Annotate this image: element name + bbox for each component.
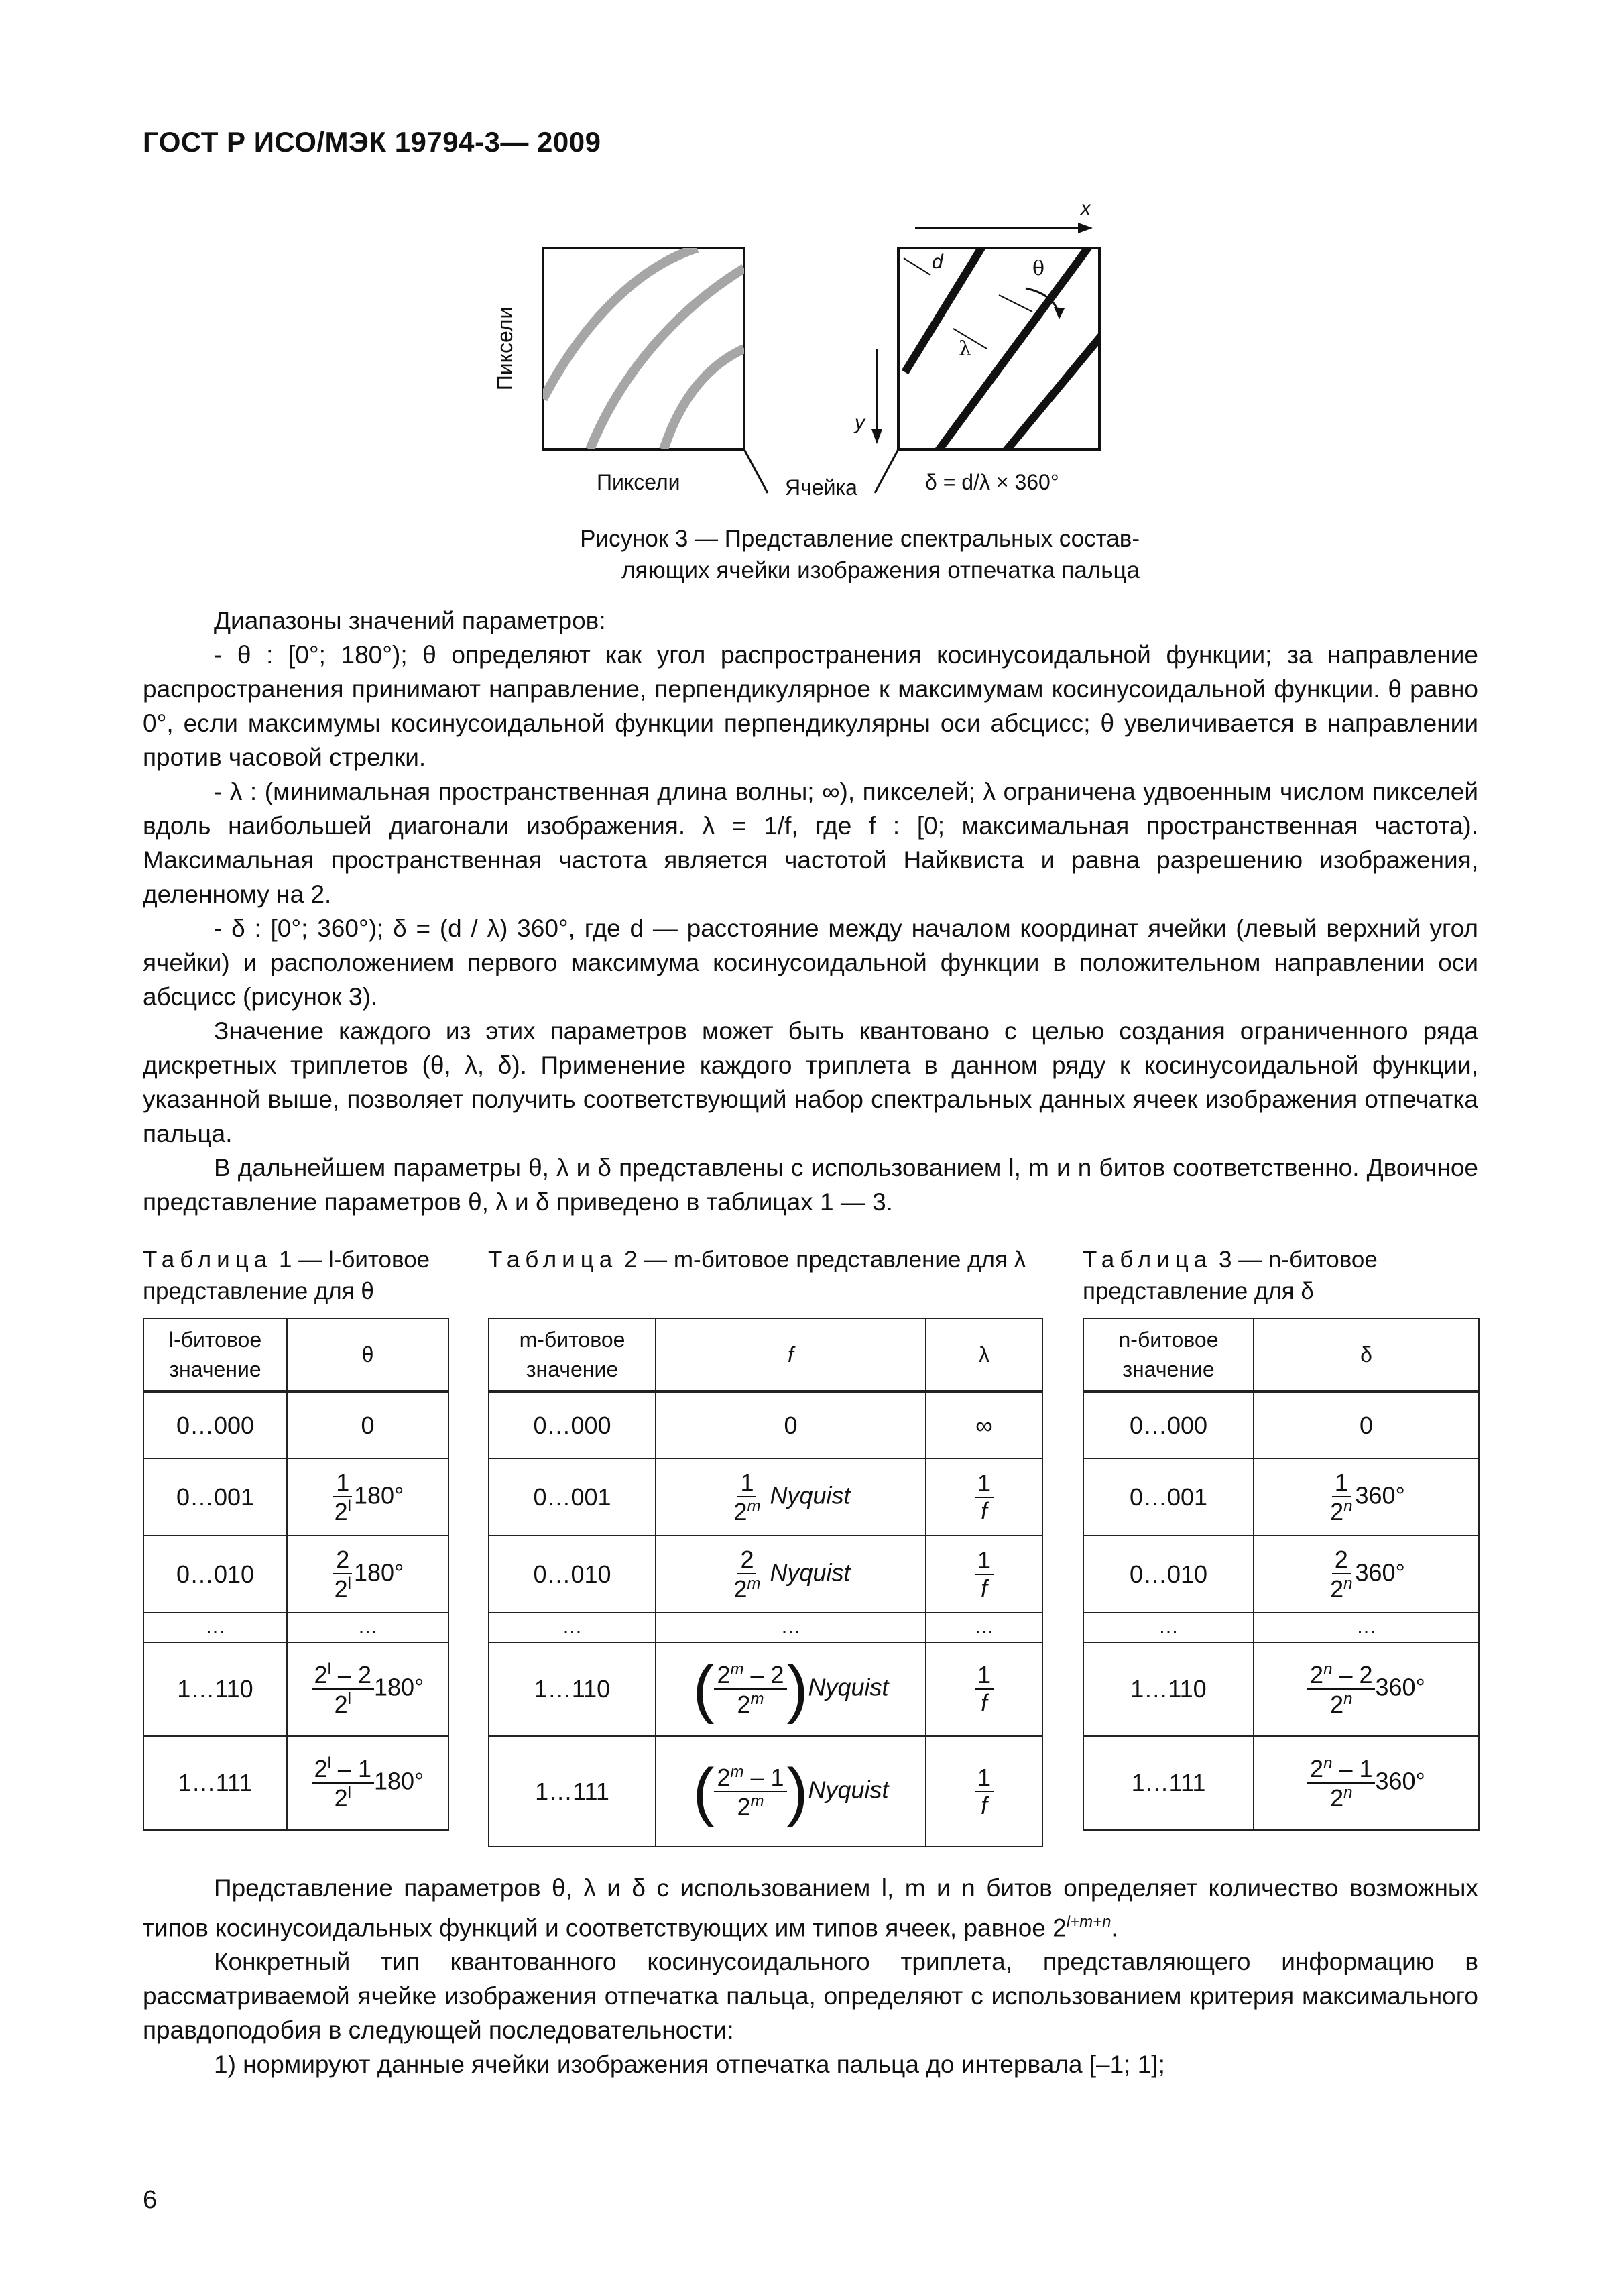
table3-col1-header: n-битовое значение xyxy=(1083,1318,1254,1391)
bracket-right xyxy=(875,449,898,493)
table2-col3-header: λ xyxy=(926,1318,1042,1391)
table-cell-value: $\frac{2^n - 2}{2^n}$ 360° xyxy=(1254,1642,1479,1736)
y-label: y xyxy=(855,412,865,434)
paragraph-ml-criterion: Конкретный тип квантованного косинусоидального триплета, представляющего информацию в рассматриваемой ячейке изображения отпечатка пальца, определяют с использованием критерия максимального правдоподобия в следующей последовательности: xyxy=(143,1948,1478,2045)
table1-col2-header: θ xyxy=(287,1318,448,1391)
table-row-key: … xyxy=(1083,1613,1254,1642)
delta-formula: δ = d/λ × 360° xyxy=(925,470,1059,494)
table-3 xyxy=(1083,1318,1480,1831)
table-row-key: 1…110 xyxy=(143,1642,287,1736)
paragraph-combinations: Представление параметров θ, λ и δ с использованием l, m и n битов определяет количество возможных типов косинусоидальных функций и соответствующих им типов ячеек, равное $2^{l+m+n}$. xyxy=(143,1874,1478,1942)
figure-3-drawing xyxy=(469,194,1160,510)
table-row-key: 0…010 xyxy=(489,1536,656,1613)
figure-caption xyxy=(496,523,1140,586)
table-cell-value: $\frac{2^l - 2}{2^l}$ 180° xyxy=(287,1642,448,1736)
table-cell-value: $\frac{2^n - 1}{2^n}$ 360° xyxy=(1254,1736,1479,1830)
table-row-key: 1…111 xyxy=(143,1736,287,1830)
body-text-upper xyxy=(143,604,1478,1219)
table-row-key: 0…000 xyxy=(489,1391,656,1458)
figure-caption-line-2: ляющих ячейки изображения отпечатка пальца xyxy=(621,557,1140,583)
table-cell-lambda: $\frac{1}{f}$ xyxy=(926,1642,1042,1736)
figure-caption-line-1: Рисунок 3 — Представление спектральных состав- xyxy=(580,526,1140,552)
wave-max-1 xyxy=(905,241,985,372)
table-row-key: 1…111 xyxy=(489,1736,656,1847)
table-cell-f: ( $\frac{2^m - 2}{2^m}$ )Nyquist xyxy=(656,1642,926,1736)
table-cell-value: $\frac{1}{2^l}$ 180° xyxy=(287,1458,448,1536)
page-number: 6 xyxy=(143,2186,158,2214)
table-cell-f: 0 xyxy=(656,1391,926,1458)
axis-label-vertical: Пиксели xyxy=(493,306,517,391)
wave-max-2 xyxy=(932,241,1093,459)
table-2 xyxy=(488,1318,1043,1847)
ridge-curve-3 xyxy=(664,349,744,449)
table-cell-value: $\frac{2}{2^l}$ 180° xyxy=(287,1536,448,1613)
paragraph-delta: - δ : [0°; 360°); δ = (d / λ) 360°, где d — расстояние между началом координат ячейки (левый верхний угол ячейки) и расположением первого максимума косинусоидальной функции в положительном направлении оси абсцисс (рисунок 3). xyxy=(143,915,1478,1011)
table-cell-lambda: $\frac{1}{f}$ xyxy=(926,1458,1042,1536)
table-row-key: 1…111 xyxy=(1083,1736,1254,1830)
paragraph-ranges-intro: Диапазоны значений параметров: xyxy=(214,607,606,634)
table-cell-f: $\frac{2}{2^m}$ Nyquist xyxy=(656,1536,926,1613)
table-row-key: … xyxy=(143,1613,287,1642)
body-text-lower xyxy=(143,1871,1478,2081)
table-cell-value: 0 xyxy=(1254,1391,1479,1458)
table-cell-f: $\frac{1}{2^m}$ Nyquist xyxy=(656,1458,926,1536)
table1-col1-header: l-битовое значение xyxy=(143,1318,287,1391)
table-row-key: … xyxy=(489,1613,656,1642)
figure-3 xyxy=(469,194,1160,510)
paragraph-theta: - θ : [0°; 180°); θ определяют как угол распространения косинусоидальной функции; за направление распространения принимают направление, перпендикулярное к максимумам косинусоидальной функции. θ равно 0°, если максимумы косинусоидальной функции перпендикулярны оси абсцисс; θ увеличивается в направлении против часовой стрелки. xyxy=(143,641,1478,771)
table-1 xyxy=(143,1318,449,1831)
paragraph-step-1: 1) нормируют данные ячейки изображения отпечатка пальца до интервала [–1; 1]; xyxy=(214,2051,1165,2079)
table-cell-value: $\frac{2}{2^n}$ 360° xyxy=(1254,1536,1479,1613)
paragraph-quantization: Значение каждого из этих параметров может быть квантовано с целью создания ограниченного ряда дискретных триплетов (θ, λ, δ). Применение каждого триплета в данном ряду к косинусоидальной функции, указанной выше, позволяет получить соответствующий набор спектральных данных ячеек изображения отпечатка пальца. xyxy=(143,1017,1478,1147)
document-header: ГОСТ Р ИСО/МЭК 19794-3— 2009 xyxy=(143,126,601,158)
table-row-key: 0…010 xyxy=(1083,1536,1254,1613)
table1-caption: Таблица 1 — l-битовое представление для θ xyxy=(143,1247,430,1304)
theta-ray xyxy=(999,295,1032,312)
table-cell-lambda: … xyxy=(926,1613,1042,1642)
theta-arrowhead xyxy=(1054,307,1065,319)
table-cell-value: $\frac{2^l - 1}{2^l}$ 180° xyxy=(287,1736,448,1830)
table-row-key: 0…000 xyxy=(143,1391,287,1458)
paragraph-lambda: - λ : (минимальная пространственная длина волны; ∞), пикселей; λ ограничена удвоенным числом пикселей вдоль наибольшей диагонали изображения. λ = 1/f, где f : [0; максимальная пространственная частота). Максимальная пространственная частота является частотой Найквиста и равна разрешению изображения, деленному на 2. xyxy=(143,778,1478,908)
table-row-key: 0…001 xyxy=(143,1458,287,1536)
theta-label: θ xyxy=(1032,257,1045,280)
table3-caption: Таблица 3 — n-битовое представление для δ xyxy=(1083,1247,1378,1304)
paragraph-bits: В дальнейшем параметры θ, λ и δ представлены с использованием l, m и n битов соответственно. Двоичное представление параметров θ, λ и δ приведено в таблицах 1 — 3. xyxy=(143,1154,1478,1216)
d-dimension-line xyxy=(904,258,930,275)
lambda-label: λ xyxy=(959,337,972,361)
x-axis-arrowhead xyxy=(1078,223,1093,233)
table-cell-lambda: ∞ xyxy=(926,1391,1042,1458)
table-row-key: 0…000 xyxy=(1083,1391,1254,1458)
table3-col2-header: δ xyxy=(1254,1318,1479,1391)
table-cell-lambda: $\frac{1}{f}$ xyxy=(926,1736,1042,1847)
table-cell-value: 0 xyxy=(287,1391,448,1458)
d-label: d xyxy=(932,251,943,273)
bracket-left xyxy=(744,449,768,493)
table-cell-value: … xyxy=(1254,1613,1479,1642)
table-row-key: 1…110 xyxy=(489,1642,656,1736)
cell-label: Ячейка xyxy=(785,475,857,500)
table-row-key: 1…110 xyxy=(1083,1642,1254,1736)
table2-caption: Таблица 2 — m-битовое представление для λ xyxy=(488,1247,1026,1273)
table-cell-lambda: $\frac{1}{f}$ xyxy=(926,1536,1042,1613)
table-cell-f: ( $\frac{2^m - 1}{2^m}$ )Nyquist xyxy=(656,1736,926,1847)
table-row-key: 0…001 xyxy=(489,1458,656,1536)
table-cell-f: … xyxy=(656,1613,926,1642)
table-cell-value: … xyxy=(287,1613,448,1642)
table2-col1-header: m-битовое значение xyxy=(489,1318,656,1391)
x-label: x xyxy=(1081,197,1091,219)
table-row-key: 0…001 xyxy=(1083,1458,1254,1536)
table-cell-value: $\frac{1}{2^n}$ 360° xyxy=(1254,1458,1479,1536)
table-row-key: 0…010 xyxy=(143,1536,287,1613)
table2-col2-header: f xyxy=(656,1318,926,1391)
y-axis-arrowhead xyxy=(871,429,882,444)
axis-label-horizontal: Пиксели xyxy=(597,470,680,494)
